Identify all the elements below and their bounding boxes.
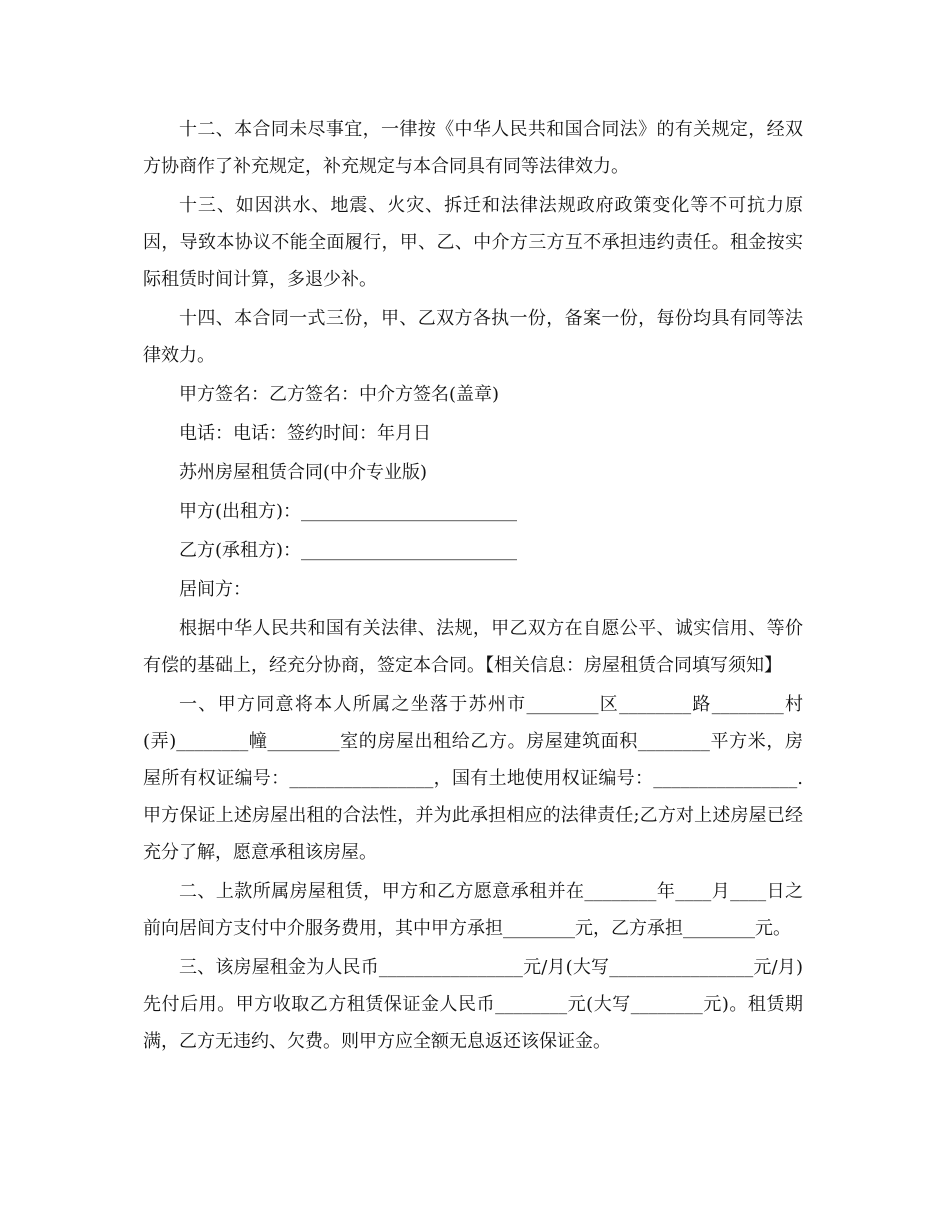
document-body	[143, 111, 803, 1062]
clause-13: 十三、如因洪水、地震、火灾、拆迁和法律法规政府政策变化等不可抗力原因，导致本协议不能全面履行，甲、乙、中介方三方互不承担违约责任。租金按实际租赁时间计算，多退少补。	[143, 195, 803, 290]
signature-line: 甲方签名：乙方签名：中介方签名(盖章)	[179, 384, 500, 405]
clause-3: 三、该房屋租金为人民币________________元/月(大写________________元/月)先付后用。甲方收取乙方租赁保证金人民币________元(大写________元)。租赁期满，乙方无违约、欠费。则甲方应全额无息返还该保证金。	[143, 957, 803, 1052]
phone-date-line: 电话：电话：签约时间：年月日	[179, 423, 431, 444]
clause-12: 十二、本合同未尽事宜，一律按《中华人民共和国合同法》的有关规定，经双方协商作了补充规定，补充规定与本合同具有同等法律效力。	[143, 119, 803, 177]
contract-title: 苏州房屋租赁合同(中介专业版)	[179, 462, 428, 483]
party-a-line: 甲方(出租方)：________________________	[179, 501, 518, 522]
agent-line: 居间方：	[179, 579, 251, 600]
party-b-line: 乙方(承租方)：________________________	[179, 540, 518, 561]
clause-2: 二、上款所属房屋租赁，甲方和乙方愿意承租并在________年____月____日之前向居间方支付中介服务费用，其中甲方承担________元，乙方承担________元。	[143, 881, 803, 939]
clause-14: 十四、本合同一式三份，甲、乙双方各执一份，备案一份，每份均具有同等法律效力。	[143, 308, 803, 366]
clause-1: 一、甲方同意将本人所属之坐落于苏州市________区________路________村(弄)________幢________室的房屋出租给乙方。房屋建筑面积________平方米，房屋所有权证编号：________________，国有土地使用权证编号：________________.甲方保证上述房屋出租的合法性，并为此承担相应的法律责任;乙方对上述房屋已经充分了解，愿意承租该房屋。	[143, 694, 803, 863]
preamble: 根据中华人民共和国有关法律、法规，甲乙双方在自愿公平、诚实信用、等价有偿的基础上，经充分协商，签定本合同。【相关信息：房屋租赁合同填写须知】	[143, 618, 803, 676]
